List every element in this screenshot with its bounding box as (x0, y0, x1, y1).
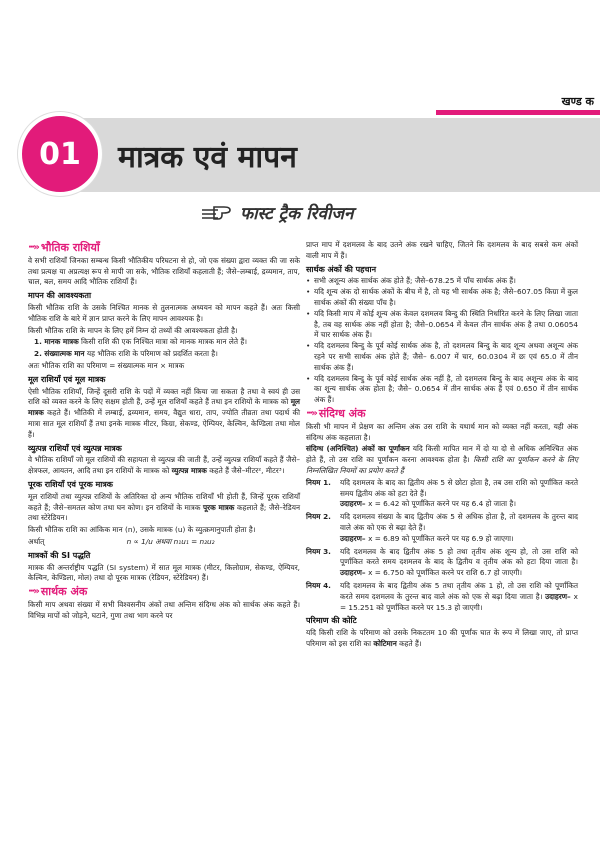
paragraph: किसी भी मापन में प्रेक्षण का अन्तिम अंक उस राशि के यथार्थ मान को व्यक्त नहीं करता, यही अंक संदिग्ध अंक कहलाता है। (306, 421, 578, 442)
pointing-hand-icon (200, 202, 232, 224)
paragraph (28, 455, 300, 477)
subheading: मूल राशियाँ एवं मूल मात्रक (28, 374, 106, 384)
paragraph: किसी माप अथवा संख्या में सभी विश्वसनीय अंकों तथा अन्तिम संदिग्ध अंक को सार्थक अंक कहते हैं। विभिन्न मापों को जोड़ने, घटाने, गुणा तथा भाग करने पर (28, 599, 300, 620)
bold-term: व्युत्पन्न मात्रक (171, 466, 207, 476)
example-text: x = 6.42 को पूर्णांकित करने पर यह 6.4 हो जाता है। (368, 499, 516, 509)
section-title: संदिग्ध अंक (318, 406, 366, 420)
text-run: कहलाते हैं; जैसे–रेडियन तथा स्टेरेडियन। (28, 502, 300, 523)
text-run: वे भौतिक राशियाँ जो मूल राशियों की सहायता से व्युत्पन्न की जाती हैं, उन्हें व्युत्पन्न राशियाँ कहते हैं जैसे–क्षेत्रफल, आयतन, आदि तथा इन राशियों के मात्रक को (28, 455, 300, 476)
bold-term: संदिग्ध (अनिश्चित) अंकों का पूर्णांकन (306, 444, 410, 454)
list-item: • यदि दशमलव बिन्दु के पूर्व कोई सार्थक अंक है, तो दशमलव बिन्दु के बाद शून्य अथवा अशून्य अंक रहने पर सभी सार्थक अंक होते हैं; जैसे– 6.007 में चार, 60.0304 में छः एवं 65.0 में तीन सार्थक अंक हैं। (306, 341, 578, 373)
paragraph (306, 628, 578, 650)
formula-line (28, 537, 300, 548)
chapter-number (18, 112, 102, 196)
rule-label: नियम 3. (306, 546, 331, 556)
section-title: भौतिक राशियाँ (40, 241, 100, 254)
chapter-number-text: 01 (39, 136, 81, 172)
rule-body (340, 547, 578, 579)
rule-text: यदि दशमलव के बाद का द्वितीय अंक 5 से छोटा होता है, तब उस राशि को पूर्णांकित करते समय द्वितीय अंक को हटा देते हैं। (340, 477, 578, 498)
rule-item (306, 512, 578, 544)
example-label: उदाहरण– (545, 591, 574, 601)
text-run: यदि किसी राशि के परिमाण को उसके निकटतम 10 की पूर्णांक घात के रूप में लिखा जाए, तो प्राप्त परिमाण को इस राशि का (306, 628, 578, 648)
double-chevron-icon: ···» (28, 242, 38, 253)
list-item-text: किसी राशि की एक निश्चित मात्रा को मानक मात्रक मान लेते हैं। (78, 337, 247, 347)
example-text: x = 15.251 को पूर्णांकित करने पर 15.3 हो जाएगी। (340, 591, 578, 612)
list-item: • यदि दशमलव बिन्दु के पूर्व कोई सार्थक अंक नहीं है, तो दशमलव बिन्दु के बाद अशून्य अंक के बाद का शून्य सार्थक अंक होता है; जैसे– 0.0654 में तीन सार्थक अंक हैं एवं 0.650 में तीन सार्थक अंक हैं। (306, 374, 578, 406)
paragraph: मात्रक की अन्तर्राष्ट्रीय पद्धति (SI system) में सात मूल मात्रक (मीटर, किलोग्राम, सेकण्ड, ऐम्पियर, केल्विन, केण्डिला, मोल) तथा दो पूरक मात्रक (रेडियन, स्टेरेडियन) हैं। (28, 562, 300, 583)
paragraph (28, 387, 300, 441)
revision-banner (200, 201, 353, 224)
bold-term: कोटिमान (373, 638, 397, 648)
double-chevron-icon: ···» (28, 586, 38, 598)
section-title: सार्थक अंक (40, 585, 88, 599)
chapter-title: मात्रक एवं मापन (118, 140, 297, 175)
formula: n ∝ 1/u अथवा n₁u₁ = n₂u₂ (126, 536, 215, 546)
list-item-text: यह भौतिक राशि के परिमाण को प्रदर्शित करता है। (84, 349, 218, 359)
italic-text: किसी राशि का पूर्णांकन करने के लिए निम्नलिखित नियमों का प्रयोग करते हैं (306, 455, 578, 475)
rule-label: नियम 4. (306, 580, 331, 590)
paragraph: किसी भौतिक राशि का आंकिक मान (n), उसके मात्रक (u) के व्युत्क्रमानुपाती होता है। (28, 525, 256, 535)
rule-label: नियम 1. (306, 477, 331, 487)
paragraph (28, 492, 300, 524)
subheading: मापन की आवश्यकता (28, 291, 92, 301)
text-run: कहते हैं। (396, 638, 422, 648)
rule-item (306, 478, 578, 510)
paragraph: वे सभी राशियाँ जिनका सम्बन्ध किसी भौतिकीय परिघटना से हो, जो एक संख्या द्वारा व्यक्त की जा सके तथा प्रत्यक्ष या अप्रत्यक्ष रूप से मापी जा सके, भौतिक राशियाँ कहलाती हैं; जैसे–लम्बाई, द्रव्यमान, ताप, चाल, बल, समय आदि भौतिक राशियाँ हैं। (28, 255, 300, 287)
section-tag: खण्ड क (561, 95, 594, 108)
rule-text: यदि दशमलव के बाद द्वितीय अंक 5 तथा तृतीय अंक 1 हो, तो उस राशि को पूर्णांकित करते समय दशमलव के तुरन्त बाद वाले अंक को एक से बढ़ा दिया जाता है। (340, 580, 578, 601)
rule-label: नियम 2. (306, 512, 331, 522)
bold-term: मूल मात्रक (28, 397, 300, 418)
subheading: परिमाण की कोटि (306, 616, 357, 626)
section-heading (28, 243, 300, 254)
text-run: कहते हैं जैसे–मीटर², मीटर³। (206, 466, 285, 476)
rule-item (306, 581, 578, 613)
subheading: सार्थक अंकों की पहचान (306, 264, 377, 274)
example-label: उदाहरण– (340, 499, 369, 509)
paragraph: अतः भौतिक राशि का परिमाण = संख्यात्मक मान × मात्रक (28, 360, 185, 370)
bold-term: पूरक मात्रक (203, 502, 235, 512)
list-item-label: 1. मानक मात्रक (34, 337, 79, 347)
section-heading (28, 587, 300, 598)
example-label: उदाहरण– (340, 568, 369, 578)
list-item: • यदि किसी माप में कोई शून्य अंक केवल दशमलव बिन्दु की स्थिति निर्धारित करने के लिए लिखा जाता है, तब वह सार्थक अंक नहीं होता है; जैसे–0.0654 में केवल तीन सार्थक अंक है तथा 0.06054 में चार सार्थक अंक हैं। (306, 309, 578, 341)
example-text: x = 6.89 को पूर्णांकित करने पर यह 6.9 हो जाएगा। (368, 533, 514, 543)
bullet-list (306, 276, 578, 406)
paragraph: प्राप्त माप में दशमलव के बाद उतने अंक रखने चाहिए, जितने कि दशमलव के बाद सबसे कम अंकों वाली माप में हैं। (306, 240, 578, 260)
subheading: पूरक राशियाँ एवं पूरक मात्रक (28, 479, 113, 489)
example-label: उदाहरण– (340, 533, 369, 543)
formula-prefix: अर्थात् (28, 536, 45, 546)
list-item (28, 337, 300, 348)
list-item (28, 349, 300, 360)
rule-body (340, 478, 578, 510)
rule-body (340, 512, 578, 544)
left-column (28, 240, 300, 623)
text-run: यदि किसी मापित मान में दो या दो से अधिक अनिश्चित अंक होते हैं, तो उस राशि का पूर्णांकन करना आवश्यक होता है। (306, 444, 578, 465)
rule-body (340, 581, 578, 613)
paragraph (306, 444, 578, 476)
paragraph: किसी भौतिक राशि के मापन के लिए हमें निम्न दो तथ्यों की आवश्यकता होती है। (28, 325, 238, 335)
subheading: मात्रकों की SI पद्धति (28, 550, 91, 560)
text-run: मूल राशियों तथा व्युत्पन्न राशियों के अतिरिक्त दो अन्य भौतिक राशियाँ भी होती हैं, जिन्हें पूरक राशियाँ कहते हैं; जैसे–समतल कोण तथा घन कोण। इन राशियों के मात्रक (28, 491, 300, 512)
subheading: व्युत्पन्न राशियाँ एवं व्युत्पन्न मात्रक (28, 443, 122, 453)
rule-text: यदि दशमलव संख्या के बाद द्वितीय अंक 5 से अधिक होता है, तो दशमलव के तुरन्त बाद वाले अंक को एक से बढ़ा देते हैं। (340, 512, 578, 532)
list-item: • सभी अशून्य अंक सार्थक अंक होते हैं; जैसे–678.25 में पाँच सार्थक अंक हैं। (306, 276, 578, 287)
double-chevron-icon: ···» (306, 407, 316, 419)
section-tag-bar (436, 110, 600, 115)
section-heading (306, 406, 578, 420)
rule-text: यदि दशमलव के बाद द्वितीय अंक 5 हो तथा तृतीय अंक शून्य हो, तो उस राशि को पूर्णांकित करते समय दशमलव के बाद के द्वितीय व तृतीय अंक को हटा दिया जाता है। (340, 546, 578, 567)
list-item: • यदि शून्य अंक दो सार्थक अंकों के बीच में है, तो यह भी सार्थक अंक है; जैसे–607.05 किग्रा में कुल सार्थक अंकों की संख्या पाँच है। (306, 287, 578, 309)
right-column (306, 240, 578, 651)
list-item-label: 2. संख्यात्मक मान (34, 349, 85, 359)
paragraph: किसी भौतिक राशि के उसके निश्चित मानक से तुलनात्मक अध्ययन को मापन कहते हैं। अतः किसी भौतिक राशि के बारे में ज्ञान प्राप्त करने के लिए मापन आवश्यक है। (28, 302, 300, 323)
revision-label: फास्ट ट्रैक रिवीजन (240, 204, 354, 224)
text-run: ऐसी भौतिक राशियाँ, जिन्हें दूसरी राशि के पदों में व्यक्त नहीं किया जा सकता है तथा वे स्वयं ही उस राशि को व्यक्त करने के लिए सक्षम होती हैं, उन्हें मूल राशियाँ कहते हैं तथा इन राशियों के मात्रक को (28, 386, 300, 407)
text-run: कहते हैं। भौतिकी में लम्बाई, द्रव्यमान, समय, वैद्युत धारा, ताप, ज्योति तीव्रता तथा पदार्थ की मात्रा सात मूल राशियाँ हैं तथा इनके मात्रक मीटर, किग्रा, सेकण्ड, ऐम्पियर, केल्विन, केण्डिला तथा मोल हैं। (28, 408, 300, 439)
example-text: x = 6.750 को पूर्णांकित करने पर राशि 6.7 हो जाएगी। (368, 568, 523, 578)
rule-item (306, 547, 578, 579)
